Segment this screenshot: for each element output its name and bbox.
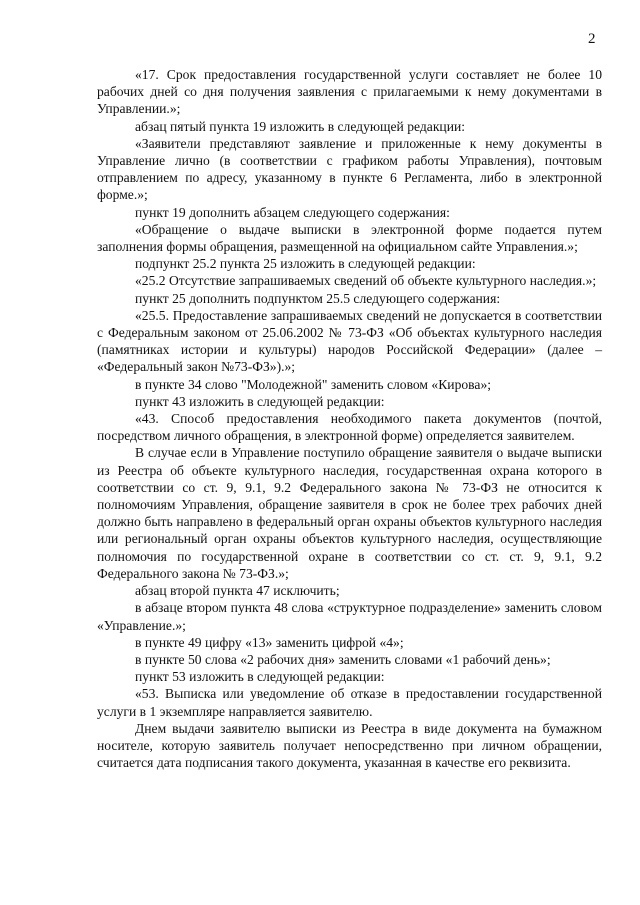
paragraph-instruction-34: в пункте 34 слово "Молодежной" заменить словом «Кирова»; xyxy=(135,376,492,392)
paragraph-instruction-19-add: пункт 19 дополнить абзацем следующего содержания: xyxy=(135,204,450,220)
paragraph-instruction-25-5: пункт 25 дополнить подпунктом 25.5 следующего содержания: xyxy=(135,290,501,306)
paragraph-43-case: В случае если в Управление поступило обращение заявителя о выдаче выписки из Реестра об объекте культурного наследия, государственная охрана которого в соответствии со ст. 9, 9.1, 9.2 Федерального закона № 73-ФЗ не относится к полномочиям Управления, обращение заявителя в срок не более трех рабочих дней должно быть направлено в федеральный орган охраны объектов культурного наследия или региональный орган охраны объектов культурного наследия, осуществляющие полномочия по государственной охране в соответствии со ст. ст. 9, 9.1, 9.2 Федерального закона № 73-ФЗ.»; xyxy=(97,445,602,581)
paragraph-instruction-49: в пункте 49 цифру «13» заменить цифрой «4»; xyxy=(135,634,404,650)
paragraph-instruction-47: абзац второй пункта 47 исключить; xyxy=(135,583,340,599)
paragraph-instruction-53: пункт 53 изложить в следующей редакции: xyxy=(135,669,385,685)
paragraph-electronic-request: «Обращение о выдаче выписки в электронной форме подается путем заполнения формы обращения, размещенной на официальном сайте Управления.»; xyxy=(97,221,602,255)
document-body xyxy=(97,66,602,771)
paragraph-53: «53. Выписка или уведомление об отказе в предоставлении государственной услуги в 1 экземпляре направляется заявителю. xyxy=(97,686,602,719)
paragraph-instruction-25-2: подпункт 25.2 пункта 25 изложить в следующей редакции: xyxy=(135,256,476,272)
paragraph-53-issue-date: Днем выдачи заявителю выписки из Реестра в виде документа на бумажном носителе, которую заявитель получает непосредственно при личном обращении, считается дата подписания такого документа, указанная в качестве его реквизита. xyxy=(97,720,602,771)
paragraph-instruction-48: в абзаце втором пункта 48 слова «структурное подразделение» заменить словом «Управление.»; xyxy=(97,600,602,633)
paragraph-17: «17. Срок предоставления государственной услуги составляет не более 10 рабочих дней со дня получения заявления с прилагаемыми к нему документами в Управлении.»; xyxy=(97,67,602,117)
paragraph-instruction-43: пункт 43 изложить в следующей редакции: xyxy=(135,393,385,409)
paragraph-25-2: «25.2 Отсутствие запрашиваемых сведений об объекте культурного наследия.»; xyxy=(135,273,597,289)
paragraph-25-5: «25.5. Предоставление запрашиваемых сведений не допускается в соответствии с Федеральным законом от 25.06.2002 № 73-ФЗ «Об объектах культурного наследия (памятниках истории и культуры) народов Российской Федерации» (далее – «Федеральный закон №73-ФЗ»).»; xyxy=(97,307,602,375)
paragraph-instruction-50: в пункте 50 слова «2 рабочих дня» заменить словами «1 рабочий день»; xyxy=(135,651,551,667)
paragraph-applicants: «Заявители представляют заявление и приложенные к нему документы в Управление лично (в соответствии с графиком работы Управления), почтовым отправлением по адресу, указанному в пункте 6 Регламента, либо в электронной форме.»; xyxy=(97,135,602,203)
page-number: 2 xyxy=(588,31,596,47)
paragraph-43: «43. Способ предоставления необходимого пакета документов (почтой, посредством личного обращения, в электронной форме) определяется заявителем. xyxy=(97,411,602,444)
paragraph-instruction-19: абзац пятый пункта 19 изложить в следующей редакции: xyxy=(135,118,466,134)
